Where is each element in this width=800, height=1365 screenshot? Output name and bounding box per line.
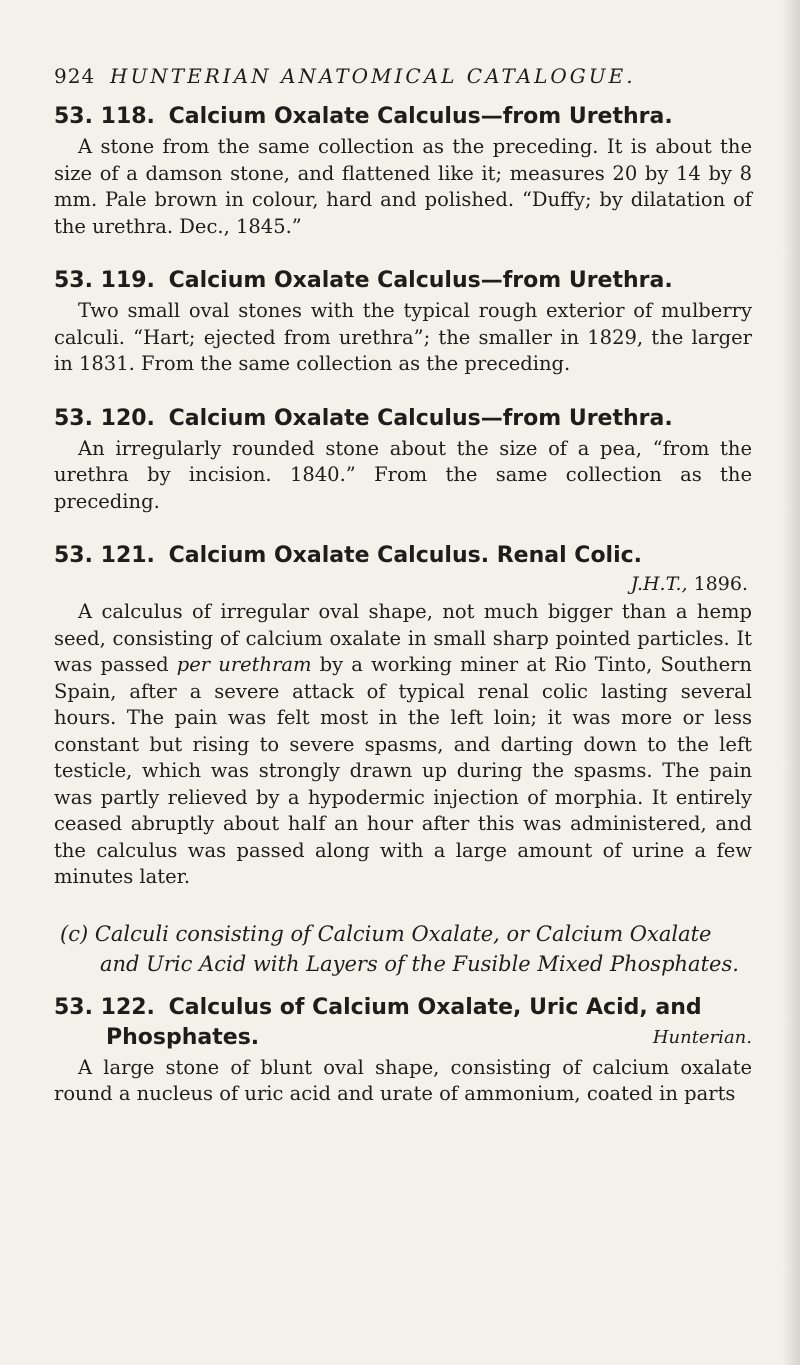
entry-description: Two small oval stones with the typical rough exterior of mulberry calculi. “Hart; ejected from urethra”; the smaller in 1829, the larger in 1831. From the same collection as the preceding.	[54, 299, 752, 375]
entry-title: Calcium Oxalate Calculus—from Urethra.	[168, 405, 673, 431]
entry-number: 53. 121.	[54, 543, 155, 568]
running-head-title: HUNTERIAN ANATOMICAL CATALOGUE.	[110, 64, 636, 88]
catalogue-entry-118	[54, 102, 752, 240]
description-part: A calculus of irregular oval shape, not much bigger than a hemp seed, consisting of calcium oxalate in small sharp pointed particles. It was passed	[54, 600, 752, 676]
entry-credit	[54, 571, 752, 597]
catalogue-entry-122	[54, 993, 752, 1108]
entry-title: Calcium Oxalate Calculus. Renal Colic.	[168, 543, 643, 568]
running-head	[54, 64, 752, 88]
entry-heading-line	[54, 1023, 752, 1053]
entry-heading	[54, 541, 752, 571]
latin-term: per urethram	[176, 653, 312, 676]
entry-number: 53. 119.	[54, 268, 155, 293]
credit-year: 1896.	[693, 573, 748, 595]
entry-heading	[54, 404, 752, 434]
entry-title-continued: Phosphates.	[106, 1024, 260, 1050]
catalogue-entry-120	[54, 404, 752, 516]
entry-heading	[54, 266, 752, 296]
page-edge-shadow	[782, 0, 800, 1365]
entry-heading	[54, 102, 752, 132]
entry-description	[54, 599, 752, 891]
section-heading: (c) Calculi consisting of Calcium Oxalate, or Calcium Oxalate and Uric Acid with Layers of the Fusible Mixed Phosphates.	[60, 921, 739, 976]
entry-title: Calcium Oxalate Calculus—from Urethra.	[168, 268, 673, 293]
catalogue-entry-121	[54, 541, 752, 891]
entry-heading	[54, 993, 752, 1053]
entry-description: An irregularly rounded stone about the size of a pea, “from the urethra by incision. 1840.” From the same collection as the preceding.	[54, 436, 752, 513]
entry-number: 53. 120.	[54, 405, 155, 431]
description-part: by a working miner at Rio Tinto, Southern Spain, after a severe attack of typical renal colic lasting several hours. The pain was felt most in the left loin; it was more or less constant but rising to severe spasms, and darting down to the left testicle, which was strongly drawn up during the spasms. The pain was partly relieved by a hypodermic injection of morphia. It entirely ceased abruptly about half an hour after this was administered, and the calculus was passed along with a large amount of urine a few minutes later.	[54, 653, 752, 888]
entry-description: A large stone of blunt oval shape, consisting of calcium oxalate round a nucleus of uric acid and urate of ammonium, coated in parts	[54, 1055, 752, 1105]
catalogue-entry-119	[54, 266, 752, 378]
entry-number: 53. 118.	[54, 104, 155, 129]
entry-number: 53. 122.	[54, 994, 155, 1020]
page-number: 924	[54, 64, 96, 88]
entry-heading-line	[54, 993, 752, 1023]
entry-title: Calculus of Calcium Oxalate, Uric Acid, and	[168, 994, 702, 1020]
entry-credit: Hunterian.	[652, 1026, 752, 1048]
entry-title: Calcium Oxalate Calculus—from Urethra.	[168, 104, 673, 129]
credit-name: J.H.T.,	[630, 573, 688, 595]
entry-description: A stone from the same collection as the preceding. It is about the size of a damson stone, and flattened like it; measures 20 by 14 by 8 mm. Pale brown in colour, hard and polished. “Duffy; by dilatation of the urethra. Dec., 1845.”	[54, 135, 752, 238]
